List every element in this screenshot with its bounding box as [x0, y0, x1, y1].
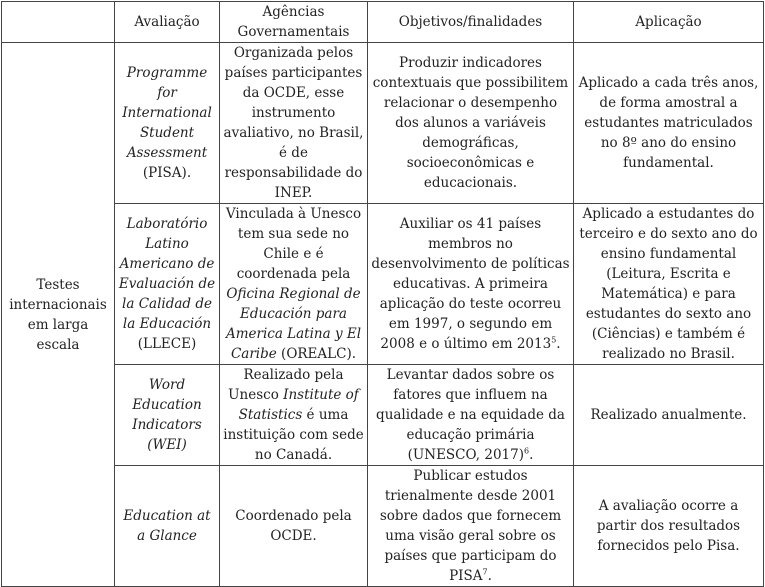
llece-agencia-italic: Oficina Regional de Educación para America Latina y El Caribe [225, 286, 362, 362]
header-row [2, 2, 764, 43]
wei-aplicacao: Realizado anualmente. [574, 365, 764, 466]
wei-objetivo-end: . [529, 447, 534, 463]
header-objetivos: Objetivos/finalidades [368, 2, 574, 43]
pisa-agencia: Organizada pelos países participantes da OCDE, esse instrumento avaliativo, no Brasil, é de responsabilidade do INEP. [220, 43, 368, 204]
header-avaliacao: Avaliação [115, 2, 220, 43]
header-aplicacao: Aplicação [574, 2, 764, 43]
llece-name-cell [115, 204, 220, 365]
llece-name: Laboratório Latino Americano de Evaluación de la Calidad de la Educación [118, 216, 216, 332]
pisa-objetivo: Produzir indicadores contextuais que possibilitem relacionar o desempenho dos alunos a variáveis demográficas, socioeconômicas e educacionais. [368, 43, 574, 204]
wei-objetivo-cell [368, 365, 574, 466]
table-row-eag [2, 466, 764, 587]
eag-objetivo-cell [368, 466, 574, 587]
eag-name: Education at a Glance [115, 466, 220, 587]
llece-abbr: (LLECE) [137, 336, 197, 352]
llece-objetivo-end: . [556, 336, 561, 352]
pisa-name: Programme for International Student Assessment [122, 65, 212, 161]
llece-agencia-pre: Vinculada à Unesco tem sua sede no Chile e é coordenada pela [225, 206, 362, 282]
llece-aplicacao: Aplicado a estudantes do terceiro e do sexto ano do ensino fundamental (Leitura, Escrita e Matemática) e para estudantes do sexto ano (Ciências) e também é realizado no Brasil. [574, 204, 764, 365]
header-agencias: Agências Governamentais [220, 2, 368, 43]
table-row-llece [2, 204, 764, 365]
eag-aplicacao: A avaliação ocorre a partir dos resultados fornecidos pelo Pisa. [574, 466, 764, 587]
wei-agencia-post: é uma instituição com sede no Canadá. [223, 407, 364, 463]
eag-objetivo-end: . [487, 568, 492, 584]
pisa-aplicacao: Aplicado a cada três anos, de forma amostral a estudantes matriculados no 8º ano do ensino fundamental. [574, 43, 764, 204]
llece-objetivo-cell [368, 204, 574, 365]
eag-objetivo: Publicar estudos trienalmente desde 2001 sobre dados que fornecem uma visão geral sobre os países que participam do PISA [379, 468, 562, 584]
llece-objetivo: Auxiliar os 41 países membros no desenvolvimento de políticas educativas. A primeira aplicação do teste ocorreu em 1997, o segundo em 2008 e o último em 2013 [371, 216, 570, 352]
wei-objetivo: Levantar dados sobre os fatores que influem na qualidade e na equidade da educação primária (UNESCO, 2017) [376, 367, 565, 463]
llece-agencia-post: (OREALC). [281, 346, 357, 362]
table-row-pisa [2, 43, 764, 204]
assessment-table [1, 1, 764, 587]
pisa-name-cell [115, 43, 220, 204]
header-blank-cell [2, 2, 115, 43]
footnote-ref: 6 [523, 446, 530, 456]
wei-agencia-italic: Institute of Statistics [238, 387, 359, 423]
footnote-ref: 5 [551, 335, 557, 345]
footnote-ref: 7 [482, 567, 488, 577]
category-cell: Testes internacionais em larga escala [2, 43, 115, 587]
wei-agencia-cell [220, 365, 368, 466]
eag-agencia: Coordenado pela OCDE. [220, 466, 368, 587]
pisa-abbr: (PISA). [142, 165, 192, 181]
table-row-wei [2, 365, 764, 466]
llece-agencia-cell [220, 204, 368, 365]
wei-agencia-pre: Realizado pela Unesco [228, 367, 344, 403]
wei-name: Word Education Indicators (WEI) [115, 365, 220, 466]
